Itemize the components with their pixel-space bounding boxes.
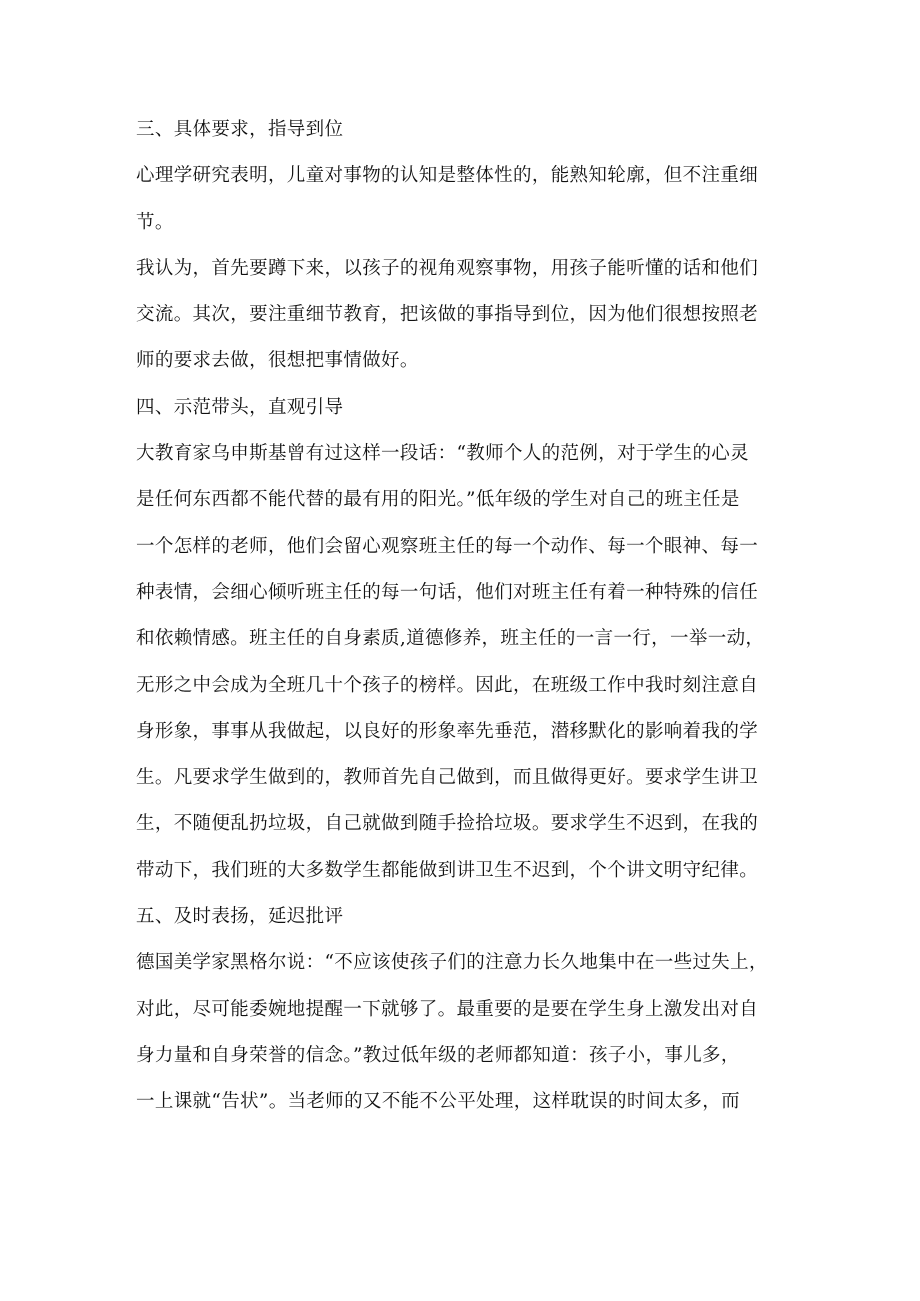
paragraph-line: 德国美学家黑格尔说：“不应该使孩子们的注意力长久地集中在一些过失上， [136,952,768,974]
paragraph-line: 对此，尽可能委婉地提醒一下就够了。最重要的是要在学生身上激发出对自 [136,998,759,1020]
paragraph-line: 师的要求去做，很想把事情做好。 [136,350,419,372]
paragraph-line: 带动下，我们班的大多数学生都能做到讲卫生不迟到，个个讲文明守纪律。 [136,859,759,881]
paragraph-line: 节。 [136,211,174,233]
paragraph-line: 身形象，事事从我做起，以良好的形象率先垂范，潜移默化的影响着我的学 [136,720,759,742]
paragraph-line: 一个怎样的老师，他们会留心观察班主任的每一个动作、每一个眼神、每一 [136,535,759,557]
paragraph-line: 生，不随便乱扔垃圾，自己就做到随手捡拾垃圾。要求学生不迟到，在我的 [136,813,759,835]
paragraph-line: 生。凡要求学生做到的，教师首先自己做到，而且做得更好。要求学生讲卫 [136,767,759,789]
paragraph-line: 大教育家乌申斯基曾有过这样一段话：“教师个人的范例，对于学生的心灵 [136,443,750,465]
paragraph-line: 交流。其次，要注重细节教育，把该做的事指导到位，因为他们很想按照老 [136,304,759,326]
paragraph-line: 身力量和自身荣誉的信念。”教过低年级的老师都知道：孩子小，事儿多， [136,1044,740,1066]
paragraph-line: 我认为，首先要蹲下来，以孩子的视角观察事物，用孩子能听懂的话和他们 [136,257,759,279]
section-heading-5: 五、及时表扬，延迟批评 [136,906,344,928]
paragraph-line: 是任何东西都不能代替的最有用的阳光。”低年级的学生对自己的班主任是 [136,489,740,511]
paragraph-line: 种表情，会细心倾听班主任的每一句话，他们对班主任有着一种特殊的信任 [136,581,759,603]
section-heading-3: 三、具体要求，指导到位 [136,119,344,140]
document-page [136,113,816,1132]
section-heading-4: 四、示范带头，直观引导 [136,396,344,418]
paragraph-line: 一上课就“告状”。当老师的又不能不公平处理，这样耽误的时间太多，而 [136,1091,740,1113]
paragraph-line: 心理学研究表明，儿童对事物的认知是整体性的，能熟知轮廓，但不注重细 [136,165,759,187]
paragraph-line: 和依赖情感。班主任的自身素质,道德修养，班主任的一言一行，一举一动， [136,628,765,650]
paragraph-line: 无形之中会成为全班几十个孩子的榜样。因此，在班级工作中我时刻注意自 [136,674,759,696]
